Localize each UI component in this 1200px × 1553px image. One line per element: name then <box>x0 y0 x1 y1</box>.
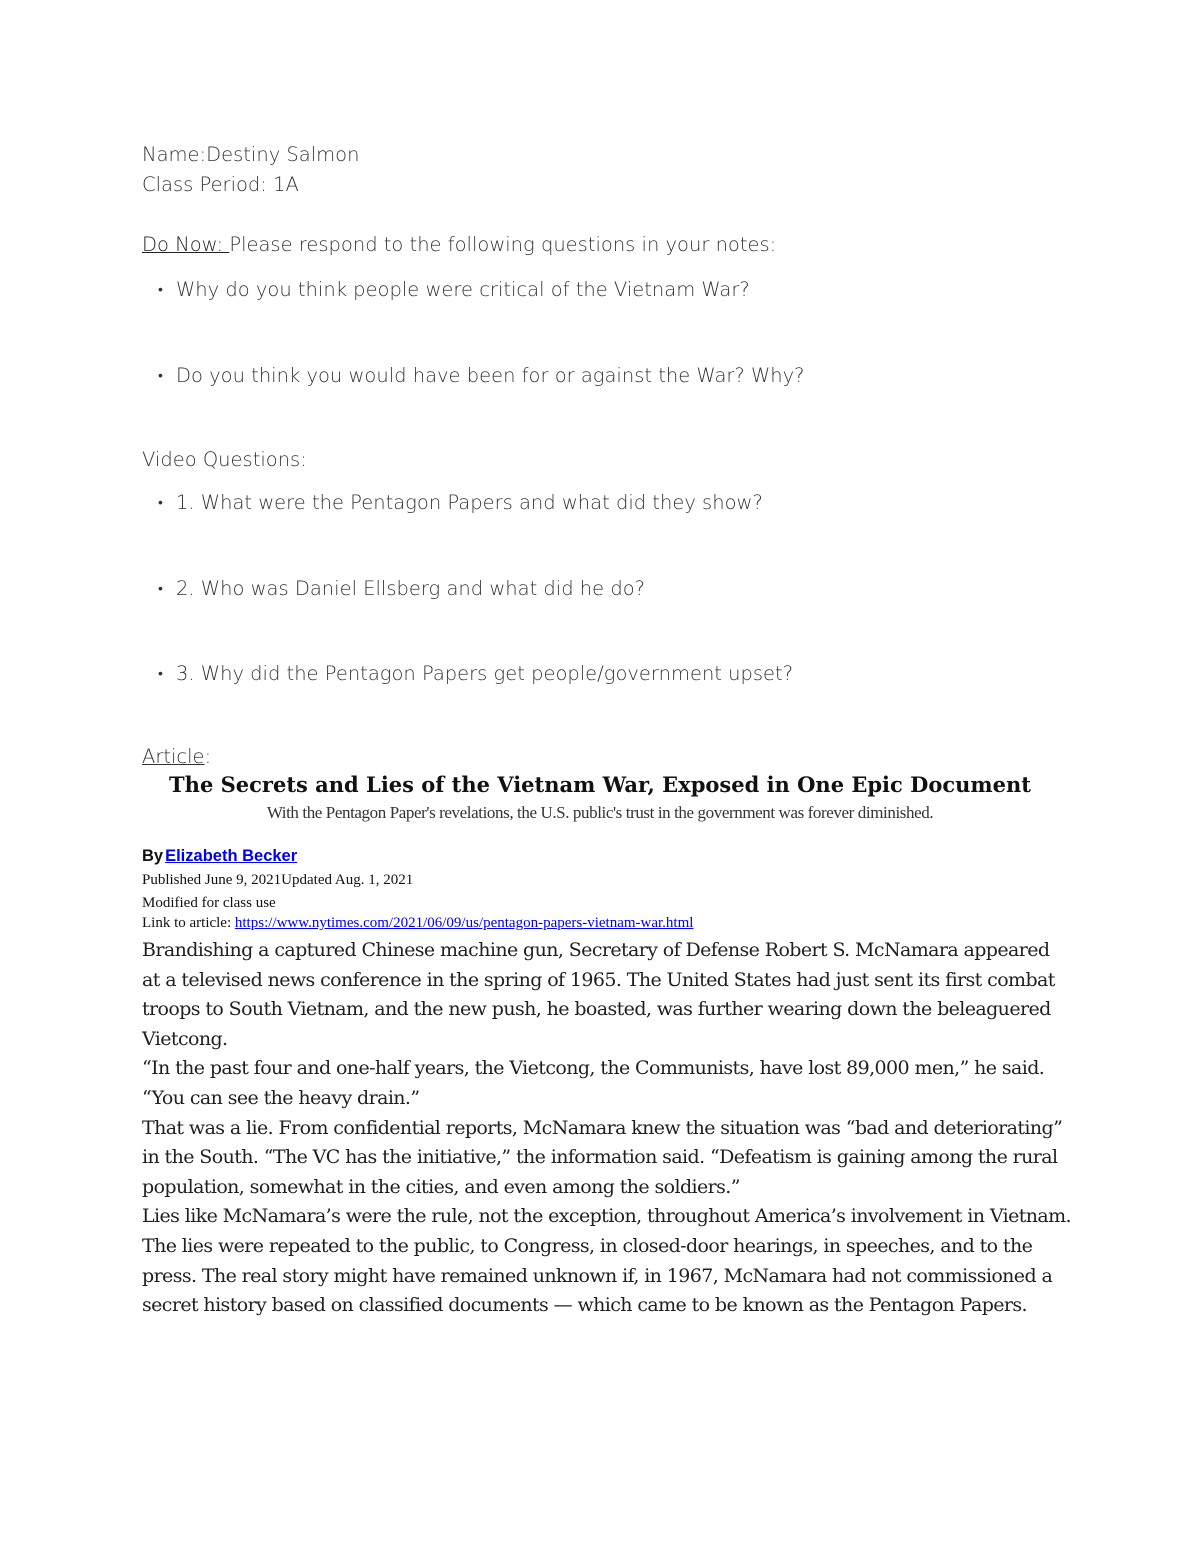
bullet-icon: • <box>158 581 163 597</box>
article-paragraph: That was a lie. From confidential reports, McNamara knew the situation was “bad and deteriorating” in the South. “The VC has the initiative,” the information said. “Defeatism is gaining among the rural population, somewhat in the cities, and even among the soldiers.” <box>142 1116 1063 1198</box>
video-question: • 3. Why did the Pentagon Papers get people/government upset? <box>158 662 794 685</box>
byline: By Elizabeth Becker <box>142 847 298 865</box>
video-question: • 2. Who was Daniel Ellsberg and what did he do? <box>158 577 646 600</box>
article-paragraph: “In the past four and one-half years, the Vietcong, the Communists, have lost 89,000 men,” he said. “You can see the heavy drain.” <box>142 1057 1045 1109</box>
author-link[interactable]: Elizabeth Becker <box>165 847 298 865</box>
article-body <box>142 936 1072 1321</box>
article-link[interactable]: https://www.nytimes.com/2021/06/09/us/pentagon-papers-vietnam-war.html <box>234 915 694 931</box>
published-date: Published June 9, 2021Updated Aug. 1, 2021 <box>142 872 414 888</box>
do-now-line <box>142 233 776 256</box>
do-now-label: Do Now: <box>142 233 230 256</box>
bullet-icon: • <box>158 666 163 682</box>
do-now-question: • Why do you think people were critical of the Vietnam War? <box>158 278 750 301</box>
article-paragraph: Lies like McNamara’s were the rule, not the exception, throughout America’s involvement in Vietnam. The lies were repeated to the public, to Congress, in closed-door hearings, in speeches, and to the press. The real story might have remained unknown if, in 1967, McNamara had not commissioned a secret history based on classified documents — which came to be known as the Pentagon Papers. <box>142 1205 1071 1317</box>
bullet-icon: • <box>158 495 163 511</box>
do-now-question: • Do you think you would have been for or against the War? Why? <box>158 364 805 387</box>
bullet-icon: • <box>158 282 163 298</box>
video-question: • 1. What were the Pentagon Papers and what did they show? <box>158 491 763 514</box>
article-subhead: With the Pentagon Paper's revelations, the U.S. public's trust in the government was forever diminished. <box>266 803 934 822</box>
article-link-line: Link to article: https://www.nytimes.com/2021/06/09/us/pentagon-papers-vietnam-war.html <box>142 915 694 931</box>
modified-note: Modified for class use <box>142 895 276 911</box>
article-paragraph: Brandishing a captured Chinese machine gun, Secretary of Defense Robert S. McNamara appeared at a televised news conference in the spring of 1965. The United States had just sent its first combat troops to South Vietnam, and the new push, he boasted, was further wearing down the beleaguered Vietcong. <box>142 939 1055 1050</box>
article-label: Article: <box>142 745 212 768</box>
student-name: Name:Destiny Salmon <box>142 143 360 166</box>
do-now-prompt: Please respond to the following questions in your notes: <box>229 233 777 256</box>
video-questions-heading: Video Questions: <box>142 448 307 471</box>
class-period: Class Period: 1A <box>142 173 299 196</box>
bullet-icon: • <box>158 368 163 384</box>
article-headline: The Secrets and Lies of the Vietnam War, Exposed in One Epic Document <box>169 772 1031 797</box>
